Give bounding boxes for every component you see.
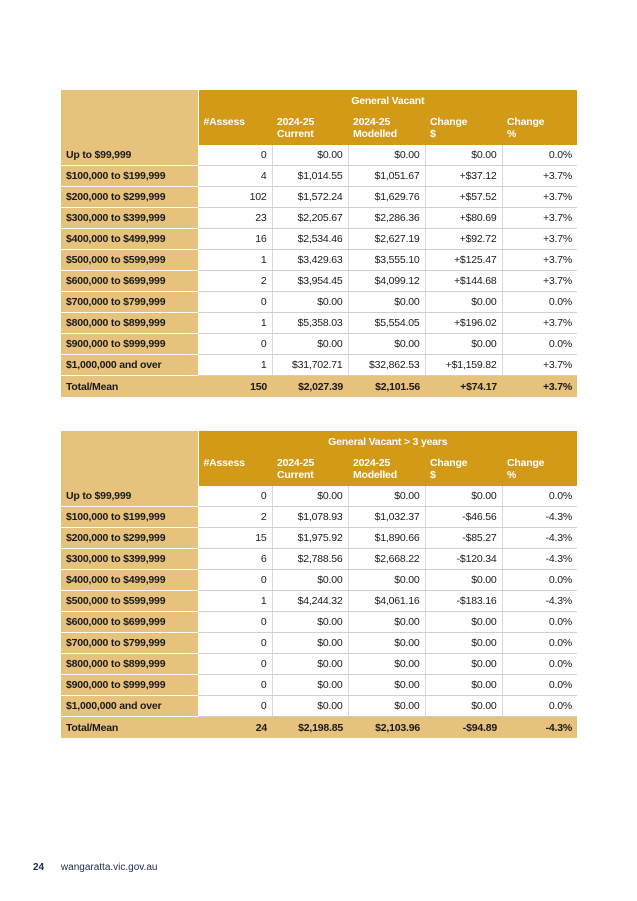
row-label: $500,000 to $599,999	[61, 250, 198, 271]
col-header-modelled: 2024-25 Modelled	[348, 453, 425, 486]
change-percent-cell: +3.7%	[502, 250, 577, 271]
current-cell: $2,198.85	[272, 717, 348, 739]
modelled-cell: $2,668.22	[348, 549, 425, 570]
assess-cell: 0	[198, 675, 272, 696]
change-dollar-cell: +$1,159.82	[425, 355, 502, 376]
current-cell: $1,078.93	[272, 507, 348, 528]
current-cell: $31,702.71	[272, 355, 348, 376]
table-corner	[61, 90, 198, 112]
assess-cell: 0	[198, 612, 272, 633]
change-dollar-cell: -$46.56	[425, 507, 502, 528]
col-header-change-dollar: Change $	[425, 112, 502, 145]
table-row	[61, 633, 577, 654]
assess-cell: 2	[198, 507, 272, 528]
change-percent-cell: +3.7%	[502, 166, 577, 187]
current-cell: $0.00	[272, 633, 348, 654]
total-row	[61, 376, 577, 398]
change-dollar-cell: +$125.47	[425, 250, 502, 271]
change-dollar-cell: +$196.02	[425, 313, 502, 334]
col-header-assess: #Assess	[198, 453, 272, 486]
change-dollar-cell: $0.00	[425, 654, 502, 675]
assess-cell: 4	[198, 166, 272, 187]
page-footer	[33, 862, 157, 873]
current-cell: $1,014.55	[272, 166, 348, 187]
modelled-cell: $1,629.76	[348, 187, 425, 208]
row-label: $100,000 to $199,999	[61, 166, 198, 187]
assess-cell: 1	[198, 313, 272, 334]
change-dollar-cell: +$92.72	[425, 229, 502, 250]
modelled-cell: $2,627.19	[348, 229, 425, 250]
current-cell: $3,429.63	[272, 250, 348, 271]
current-cell: $3,954.45	[272, 271, 348, 292]
change-percent-cell: -4.3%	[502, 591, 577, 612]
change-dollar-cell: $0.00	[425, 145, 502, 166]
modelled-cell: $2,101.56	[348, 376, 425, 398]
current-cell: $2,027.39	[272, 376, 348, 398]
assess-cell: 16	[198, 229, 272, 250]
total-row	[61, 717, 577, 739]
change-dollar-cell: -$183.16	[425, 591, 502, 612]
assess-cell: 0	[198, 654, 272, 675]
current-cell: $2,788.56	[272, 549, 348, 570]
current-cell: $0.00	[272, 486, 348, 507]
col-header-change-percent: Change %	[502, 453, 577, 486]
row-label: Total/Mean	[61, 717, 198, 739]
modelled-cell: $0.00	[348, 334, 425, 355]
row-label: Total/Mean	[61, 376, 198, 398]
current-cell: $1,572.24	[272, 187, 348, 208]
modelled-cell: $0.00	[348, 696, 425, 717]
general-vacant-3yrs-table	[61, 431, 577, 738]
assess-cell: 23	[198, 208, 272, 229]
assess-cell: 24	[198, 717, 272, 739]
change-percent-cell: 0.0%	[502, 334, 577, 355]
modelled-cell: $1,890.66	[348, 528, 425, 549]
table-row	[61, 313, 577, 334]
modelled-cell: $0.00	[348, 570, 425, 591]
row-label: $1,000,000 and over	[61, 696, 198, 717]
table-row	[61, 591, 577, 612]
row-label: $400,000 to $499,999	[61, 229, 198, 250]
change-percent-cell: 0.0%	[502, 675, 577, 696]
row-label: $200,000 to $299,999	[61, 528, 198, 549]
row-label: $100,000 to $199,999	[61, 507, 198, 528]
change-percent-cell: +3.7%	[502, 187, 577, 208]
row-label: Up to $99,999	[61, 145, 198, 166]
assess-cell: 0	[198, 292, 272, 313]
assess-cell: 0	[198, 334, 272, 355]
row-label: $700,000 to $799,999	[61, 633, 198, 654]
change-percent-cell: -4.3%	[502, 507, 577, 528]
change-dollar-cell: $0.00	[425, 696, 502, 717]
change-dollar-cell: +$80.69	[425, 208, 502, 229]
modelled-cell: $0.00	[348, 654, 425, 675]
row-label: $400,000 to $499,999	[61, 570, 198, 591]
modelled-cell: $4,099.12	[348, 271, 425, 292]
current-cell: $0.00	[272, 675, 348, 696]
table-row	[61, 166, 577, 187]
table-row	[61, 675, 577, 696]
current-cell: $4,244.32	[272, 591, 348, 612]
current-cell: $0.00	[272, 654, 348, 675]
table-row	[61, 486, 577, 507]
modelled-cell: $5,554.05	[348, 313, 425, 334]
table-row	[61, 145, 577, 166]
row-label: $800,000 to $899,999	[61, 313, 198, 334]
row-label: Up to $99,999	[61, 486, 198, 507]
change-percent-cell: 0.0%	[502, 654, 577, 675]
change-dollar-cell: $0.00	[425, 633, 502, 654]
change-percent-cell: -4.3%	[502, 528, 577, 549]
change-dollar-cell: $0.00	[425, 486, 502, 507]
modelled-cell: $0.00	[348, 633, 425, 654]
row-label: $600,000 to $699,999	[61, 271, 198, 292]
current-cell: $1,975.92	[272, 528, 348, 549]
general-vacant-table	[61, 90, 577, 397]
modelled-cell: $1,051.67	[348, 166, 425, 187]
col-header-change-percent: Change %	[502, 112, 577, 145]
modelled-cell: $2,286.36	[348, 208, 425, 229]
modelled-cell: $0.00	[348, 675, 425, 696]
col-header-change-dollar: Change $	[425, 453, 502, 486]
row-label: $900,000 to $999,999	[61, 675, 198, 696]
assess-cell: 0	[198, 696, 272, 717]
change-dollar-cell: $0.00	[425, 292, 502, 313]
modelled-cell: $0.00	[348, 486, 425, 507]
table-title: General Vacant > 3 years	[198, 431, 577, 453]
change-percent-cell: +3.7%	[502, 229, 577, 250]
col-header-current: 2024-25 Current	[272, 112, 348, 145]
row-label: $200,000 to $299,999	[61, 187, 198, 208]
table-row	[61, 549, 577, 570]
row-label: $600,000 to $699,999	[61, 612, 198, 633]
assess-cell: 102	[198, 187, 272, 208]
current-cell: $0.00	[272, 612, 348, 633]
modelled-cell: $2,103.96	[348, 717, 425, 739]
table-row	[61, 696, 577, 717]
table-row	[61, 187, 577, 208]
row-label: $300,000 to $399,999	[61, 549, 198, 570]
change-percent-cell: -4.3%	[502, 549, 577, 570]
assess-cell: 1	[198, 355, 272, 376]
current-cell: $0.00	[272, 292, 348, 313]
row-label: $800,000 to $899,999	[61, 654, 198, 675]
col-header-modelled: 2024-25 Modelled	[348, 112, 425, 145]
table-row	[61, 229, 577, 250]
change-dollar-cell: $0.00	[425, 334, 502, 355]
current-cell: $0.00	[272, 145, 348, 166]
assess-cell: 1	[198, 591, 272, 612]
row-label: $500,000 to $599,999	[61, 591, 198, 612]
col-header-assess: #Assess	[198, 112, 272, 145]
table-row	[61, 570, 577, 591]
table-row	[61, 292, 577, 313]
current-cell: $2,205.67	[272, 208, 348, 229]
change-percent-cell: 0.0%	[502, 145, 577, 166]
assess-cell: 0	[198, 145, 272, 166]
change-percent-cell: +3.7%	[502, 355, 577, 376]
assess-cell: 150	[198, 376, 272, 398]
change-dollar-cell: $0.00	[425, 570, 502, 591]
website-link[interactable]: wangaratta.vic.gov.au	[60, 862, 158, 873]
current-cell: $0.00	[272, 334, 348, 355]
modelled-cell: $0.00	[348, 292, 425, 313]
table-row	[61, 334, 577, 355]
current-cell: $2,534.46	[272, 229, 348, 250]
table-row	[61, 208, 577, 229]
row-label: $1,000,000 and over	[61, 355, 198, 376]
change-dollar-cell: -$85.27	[425, 528, 502, 549]
modelled-cell: $3,555.10	[348, 250, 425, 271]
table-row	[61, 507, 577, 528]
change-percent-cell: 0.0%	[502, 570, 577, 591]
change-percent-cell: +3.7%	[502, 376, 577, 398]
page-number: 24	[33, 862, 45, 873]
change-dollar-cell: $0.00	[425, 675, 502, 696]
change-dollar-cell: -$120.34	[425, 549, 502, 570]
change-dollar-cell: +$144.68	[425, 271, 502, 292]
row-label: $900,000 to $999,999	[61, 334, 198, 355]
change-percent-cell: 0.0%	[502, 633, 577, 654]
table-corner	[61, 431, 198, 453]
current-cell: $5,358.03	[272, 313, 348, 334]
table-row	[61, 654, 577, 675]
modelled-cell: $1,032.37	[348, 507, 425, 528]
change-percent-cell: +3.7%	[502, 313, 577, 334]
table-title: General Vacant	[198, 90, 577, 112]
table-row	[61, 355, 577, 376]
change-dollar-cell: $0.00	[425, 612, 502, 633]
table-row	[61, 271, 577, 292]
assess-cell: 2	[198, 271, 272, 292]
assess-cell: 0	[198, 633, 272, 654]
current-cell: $0.00	[272, 570, 348, 591]
change-percent-cell: 0.0%	[502, 486, 577, 507]
col-header-current: 2024-25 Current	[272, 453, 348, 486]
table-row	[61, 528, 577, 549]
change-percent-cell: 0.0%	[502, 696, 577, 717]
change-dollar-cell: +$57.52	[425, 187, 502, 208]
change-dollar-cell: +$74.17	[425, 376, 502, 398]
assess-cell: 1	[198, 250, 272, 271]
table-row	[61, 250, 577, 271]
change-percent-cell: +3.7%	[502, 208, 577, 229]
change-dollar-cell: -$94.89	[425, 717, 502, 739]
modelled-cell: $0.00	[348, 612, 425, 633]
row-label: $300,000 to $399,999	[61, 208, 198, 229]
change-dollar-cell: +$37.12	[425, 166, 502, 187]
row-label: $700,000 to $799,999	[61, 292, 198, 313]
modelled-cell: $0.00	[348, 145, 425, 166]
table-row	[61, 612, 577, 633]
assess-cell: 15	[198, 528, 272, 549]
modelled-cell: $32,862.53	[348, 355, 425, 376]
assess-cell: 0	[198, 570, 272, 591]
assess-cell: 6	[198, 549, 272, 570]
change-percent-cell: -4.3%	[502, 717, 577, 739]
change-percent-cell: +3.7%	[502, 271, 577, 292]
assess-cell: 0	[198, 486, 272, 507]
modelled-cell: $4,061.16	[348, 591, 425, 612]
change-percent-cell: 0.0%	[502, 612, 577, 633]
change-percent-cell: 0.0%	[502, 292, 577, 313]
current-cell: $0.00	[272, 696, 348, 717]
